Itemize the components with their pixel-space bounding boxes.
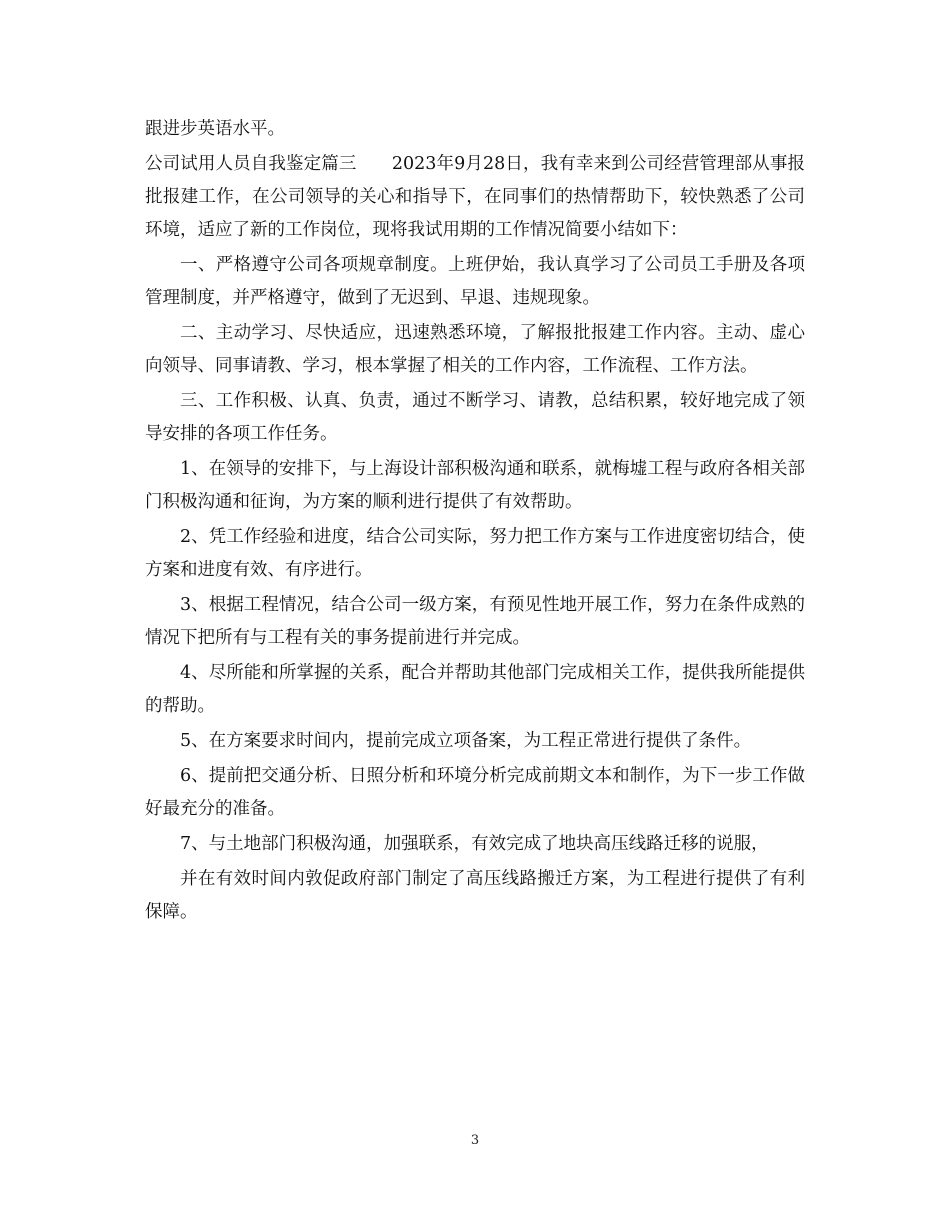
paragraph-subitem-6: 6、提前把交通分析、日照分析和环境分析完成前期文本和制作，为下一步工作做好最充分的准备。	[145, 766, 805, 819]
paragraph-section-heading: 公司试用人员自我鉴定篇三 2023年9月28日，我有幸来到公司经营管理部从事报批报建工作，在公司领导的关心和指导下，在同事们的热情帮助下，较快熟悉了公司环境，适应了新的工作岗位，现将我试用期的工作情况简要小结如下：	[145, 154, 805, 240]
paragraph-subitem-7-continued: 并在有效时间内敦促政府部门制定了高压线路搬迁方案，为工程进行提供了有利保障。	[145, 869, 805, 922]
paragraph-subitem-3: 3、根据工程情况，结合公司一级方案，有预见性地开展工作，努力在条件成熟的情况下把所有与工程有关的事务提前进行并完成。	[145, 595, 805, 648]
paragraph-subitem-1: 1、在领导的安排下，与上海设计部积极沟通和联系，就梅墟工程与政府各相关部门积极沟通和征询，为方案的顺利进行提供了有效帮助。	[145, 459, 805, 512]
paragraph-item-2: 二、主动学习、尽快适应，迅速熟悉环境，了解报批报建工作内容。主动、虚心向领导、同事请教、学习，根本掌握了相关的工作内容，工作流程、工作方法。	[145, 323, 805, 376]
paragraph-subitem-4: 4、尽所能和所掌握的关系，配合并帮助其他部门完成相关工作，提供我所能提供的帮助。	[145, 663, 805, 716]
paragraph-subitem-7: 7、与土地部门积极沟通，加强联系，有效完成了地块高压线路迁移的说服，	[180, 834, 769, 854]
paragraph-item-3: 三、工作积极、认真、负责，通过不断学习、请教，总结积累，较好地完成了领导安排的各项工作任务。	[145, 391, 805, 444]
page-number: 3	[470, 1133, 480, 1148]
paragraph-subitem-2: 2、凭工作经验和进度，结合公司实际，努力把工作方案与工作进度密切结合，使方案和进度有效、有序进行。	[145, 527, 805, 580]
paragraph-subitem-5: 5、在方案要求时间内，提前完成立项备案，为工程正常进行提供了条件。	[180, 731, 752, 751]
paragraph-continuation: 跟进步英语水平。	[145, 119, 285, 139]
paragraph-item-1: 一、严格遵守公司各项规章制度。上班伊始，我认真学习了公司员工手册及各项管理制度，并严格遵守，做到了无迟到、早退、违规现象。	[145, 255, 805, 308]
document-body	[145, 113, 805, 929]
